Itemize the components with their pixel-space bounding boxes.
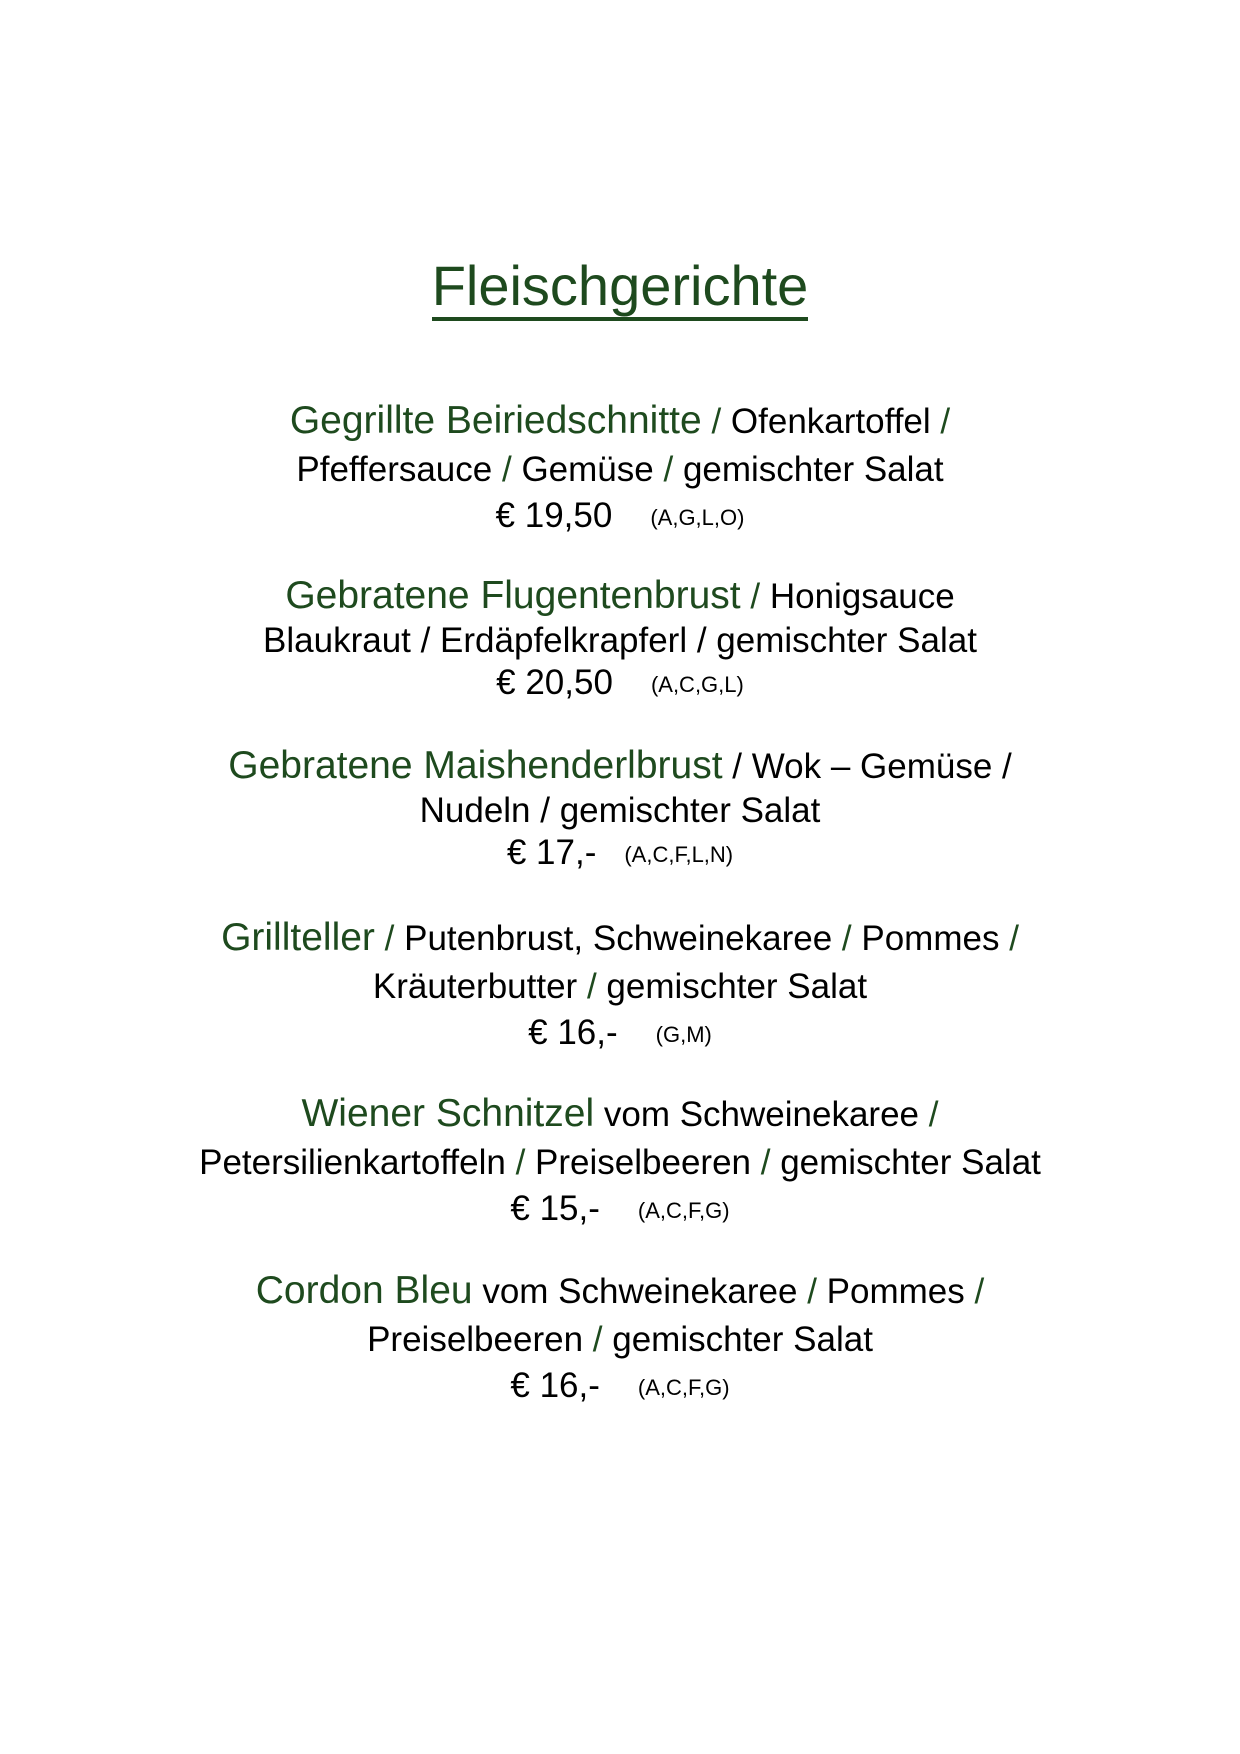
separator: / (501, 450, 512, 489)
item-component: Ofenkartoffel (730, 402, 931, 441)
item-price-line (0, 494, 1240, 540)
page-title-text: Fleischgerichte (432, 255, 809, 321)
item-price: € 16,- (510, 1366, 600, 1405)
page-title (0, 254, 1240, 321)
item-line-2: Nudeln / gemischter Salat (419, 791, 821, 830)
item-price-line (0, 1011, 1240, 1057)
item-component: gemischter Salat (682, 450, 944, 489)
separator: / (928, 1095, 939, 1134)
item-line-2 (0, 446, 1240, 494)
item-line-2 (0, 1316, 1240, 1364)
menu-item (0, 397, 1240, 540)
menu-item (0, 572, 1240, 707)
item-component: vom Schweinekaree (603, 1095, 920, 1134)
item-line-2 (0, 1139, 1240, 1187)
item-allergens: (A,C,F,G) (637, 1375, 730, 1400)
item-component: Pommes (826, 1272, 965, 1311)
item-line-2: Blaukraut / Erdäpfelkrapferl / gemischter Salat (263, 621, 977, 660)
item-allergens: (G,M) (655, 1022, 712, 1047)
item-name: Wiener Schnitzel (301, 1092, 595, 1135)
separator: / (515, 1143, 526, 1182)
item-name: Grillteller (221, 916, 375, 959)
item-component: gemischter Salat (780, 1143, 1041, 1182)
item-name: Gebratene Maishenderlbrust (228, 744, 723, 787)
item-component: gemischter Salat (612, 1320, 873, 1359)
item-component: Pommes (861, 919, 1000, 958)
separator: / (384, 919, 395, 958)
item-component: Gemüse (521, 450, 654, 489)
item-allergens: (A,C,F,G) (637, 1198, 730, 1223)
item-line-2 (0, 963, 1240, 1011)
menu-item (0, 914, 1240, 1057)
item-component: Pfeffersauce (296, 450, 493, 489)
item-name: Cordon Bleu (255, 1269, 473, 1312)
item-price: € 17,- (506, 833, 597, 872)
item-component: / Wok – Gemüse / (732, 747, 1012, 786)
item-component: Putenbrust, Schweinekaree (404, 919, 833, 958)
item-component: gemischter Salat (606, 967, 868, 1006)
menu-item (0, 1090, 1240, 1233)
item-line-1 (0, 742, 1240, 791)
item-component: Preiselbeeren (535, 1143, 752, 1182)
separator: / (711, 402, 722, 441)
item-component: vom Schweinekaree (482, 1272, 798, 1311)
item-line-1 (0, 1267, 1240, 1316)
item-line-1 (0, 914, 1240, 963)
separator: / (750, 577, 761, 616)
item-component: Preiselbeeren (367, 1320, 584, 1359)
separator: / (940, 402, 951, 441)
item-component: Honigsauce (769, 577, 955, 616)
item-price-line (0, 831, 1240, 877)
item-line-1 (0, 397, 1240, 446)
item-allergens: (A,C,F,L,N) (624, 842, 734, 867)
separator: / (663, 450, 674, 489)
item-price-line (0, 661, 1240, 707)
separator: / (841, 919, 852, 958)
separator: / (974, 1272, 985, 1311)
item-price: € 20,50 (496, 663, 613, 702)
separator: / (807, 1272, 817, 1311)
separator: / (592, 1320, 603, 1359)
item-price: € 19,50 (495, 496, 613, 535)
item-line-1 (0, 572, 1240, 621)
separator: / (760, 1143, 771, 1182)
item-price-line (0, 1364, 1240, 1410)
item-allergens: (A,G,L,O) (650, 505, 745, 530)
item-price: € 16,- (528, 1013, 618, 1052)
item-price-line (0, 1187, 1240, 1233)
separator: / (1009, 919, 1019, 958)
item-name: Gegrillte Beiriedschnitte (289, 399, 702, 442)
item-line-1 (0, 1090, 1240, 1139)
menu-item (0, 742, 1240, 877)
item-component: Kräuterbutter (372, 967, 578, 1006)
item-name: Gebratene Flugentenbrust (285, 574, 741, 617)
separator: / (586, 967, 597, 1006)
item-price: € 15,- (510, 1189, 600, 1228)
menu-item (0, 1267, 1240, 1410)
item-component: Petersilienkartoffeln (199, 1143, 506, 1182)
item-allergens: (A,C,G,L) (650, 672, 744, 697)
